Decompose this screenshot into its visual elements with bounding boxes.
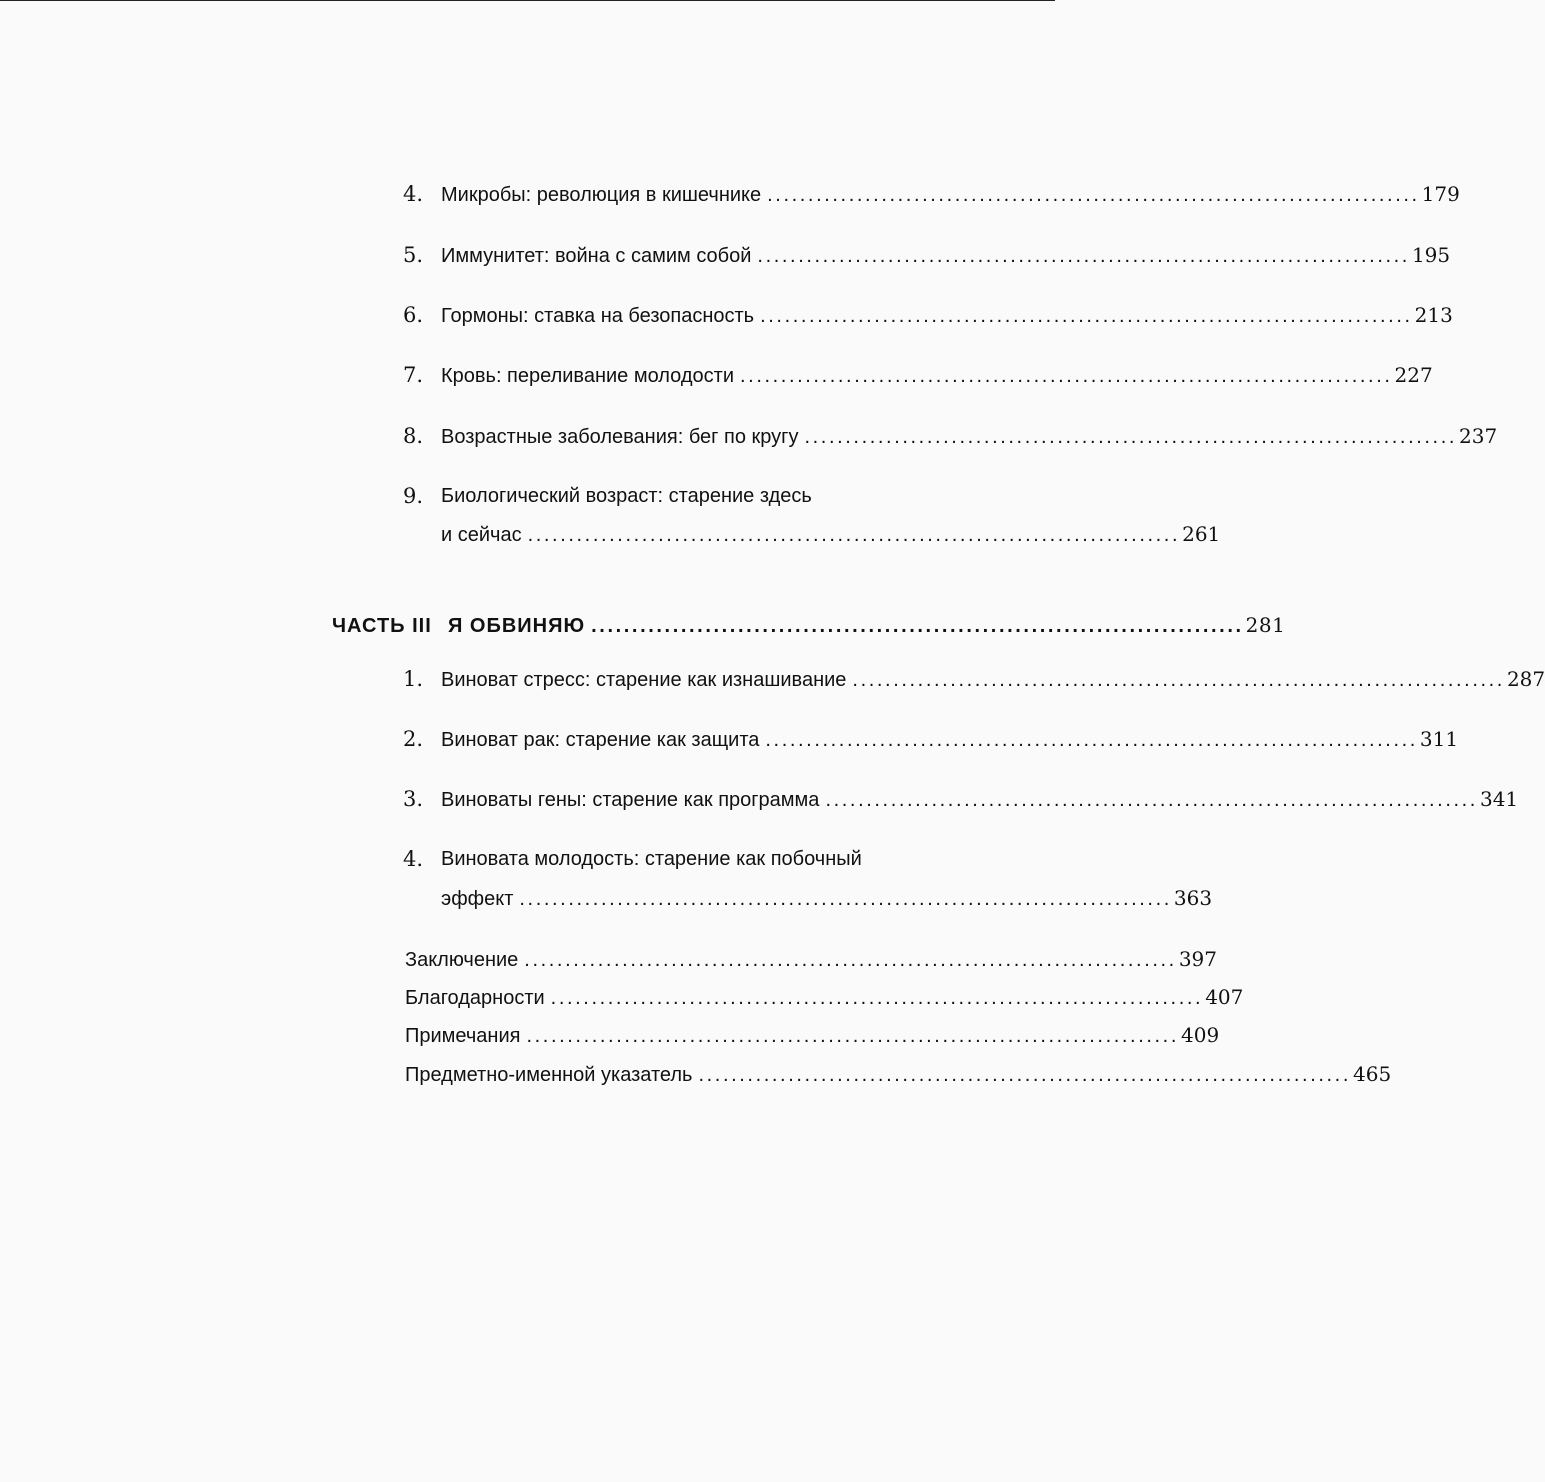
page-number: 311 [1419,727,1459,751]
dot-leader: ................................................................................ [526,1025,1179,1047]
page-number: 213 [1414,303,1453,327]
dot-leader: ................................................................................ [524,949,1177,971]
dot-leader: ................................................................................ [519,888,1172,910]
chapter-title: Кровь: переливание молодости [441,365,734,387]
dot-leader: ................................................................................ [757,245,1410,267]
page-number: 363 [1173,886,1213,910]
page-number: 227 [1394,363,1433,387]
chapter-number: 7. [403,363,424,387]
entry-title: Благодарности [405,987,545,1009]
dot-leader: ................................................................................ [760,305,1413,327]
part-title: Я ОБВИНЯЮ [448,615,586,637]
entry-title: Примечания [405,1025,521,1047]
page-number: 409 [1181,1023,1220,1047]
dot-leader: ................................................................................ [804,426,1458,448]
chapter-title: Виноват рак: старение как защита [441,729,760,751]
dot-leader: ................................................................................ [698,1064,1351,1086]
chapter-title-line2: и сейчас [441,524,522,546]
chapter-title: Иммунитет: война с самим собой [441,245,752,267]
chapter-title-line1: Биологический возраст: старение здесь [441,485,812,507]
page-number: 261 [1182,522,1221,546]
dot-leader: ................................................................................ [740,365,1393,387]
page-number: 407 [1205,985,1244,1009]
entry-title: Предметно-именной указатель [405,1064,693,1086]
page-number: 465 [1353,1062,1392,1086]
page-number: 237 [1459,424,1498,448]
dot-leader: ................................................................................ [825,789,1478,811]
chapter-number: 5. [403,243,424,267]
chapter-number: 8. [403,424,424,448]
dot-leader: ................................................................................ [550,987,1204,1009]
page-number: 195 [1411,243,1451,267]
chapter-number: 2. [403,727,424,751]
page-number: 397 [1178,947,1218,971]
dot-leader: ................................................................................ [765,729,1418,751]
chapter-number: 6. [403,303,424,327]
dot-leader: ................................................................................ [527,524,1181,546]
chapter-number: 3. [403,787,424,811]
chapter-number: 1. [403,667,424,691]
chapter-title-line1: Виновата молодость: старение как побочный [441,848,862,870]
chapter-number: 4. [403,182,424,206]
chapter-number: 4. [403,847,424,871]
entry-title: Заключение [405,949,519,971]
chapter-title: Виноваты гены: старение как программа [441,789,820,811]
page-number: 179 [1421,182,1460,206]
page-number: 287 [1506,667,1545,691]
chapter-title: Микробы: революция в кишечнике [441,184,762,206]
chapter-title: Гормоны: ставка на безопасность [441,305,755,327]
dot-leader: ................................................................................ [767,184,1420,206]
dot-leader: ................................................................................ [852,669,1505,691]
page-number: 341 [1479,787,1519,811]
page-number: 281 [1245,613,1286,637]
part-label: ЧАСТЬ III [332,615,432,637]
dot-leader: ................................................................................ [591,615,1244,637]
chapter-title: Виноват стресс: старение как изнашивание [441,669,847,691]
chapter-number: 9. [403,484,424,508]
chapter-title: Возрастные заболевания: бег по кругу [441,426,799,448]
chapter-title-line2: эффект [441,888,514,910]
